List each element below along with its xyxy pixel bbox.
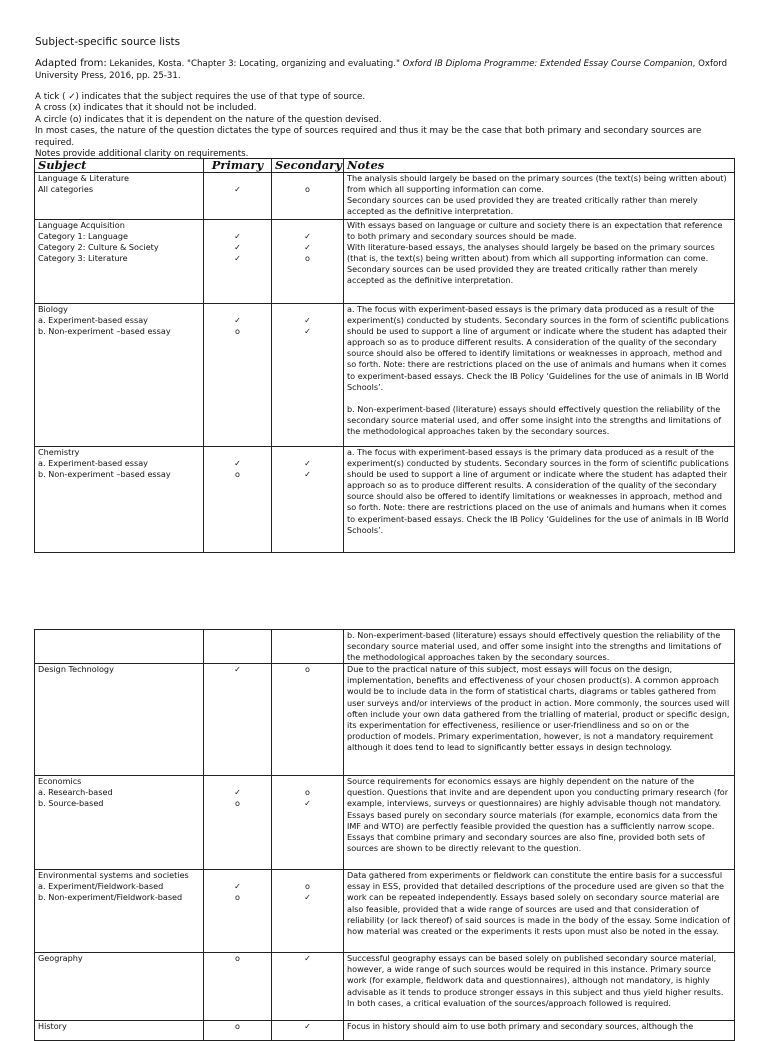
source-mark: o [235, 892, 240, 903]
citation-publisher: , Oxford University Press, 2016, pp. 25-31. [35, 59, 728, 81]
secondary-cell [272, 953, 344, 1021]
subject-line: Chemistry [38, 447, 80, 457]
source-mark: ✓ [304, 242, 311, 253]
source-mark [275, 220, 340, 231]
subject-line: History [38, 1021, 67, 1032]
note-paragraph: Source requirements for economics essays are highly dependent on the nature of the question. Questions that invite and are dependent upon you conducting primary research (for example, interviews, surveys or questionnaires) are highly advisable though not mandatory. Essays based purely on secondary source materials (for example, economics data from the IMF and WTO) are perfectly feasible provided the question has a sufficiently narrow scope. Essays that combine primary and secondary sources are also fine, provided both sets of sources are shown to be directly relevant to the question. [347, 776, 729, 853]
subject-line: Economics [38, 776, 82, 787]
subject-line: a. Experiment-based essay [38, 458, 148, 469]
source-mark: ✓ [234, 242, 241, 253]
source-mark: ✓ [234, 787, 241, 798]
legend-line: A tick ( ✓) indicates that the subject requires the use of that type of source. [35, 92, 366, 102]
source-mark: ✓ [304, 892, 311, 903]
source-mark [207, 776, 268, 787]
subject-line: b. Non-experiment –based essay [38, 469, 171, 480]
source-mark: o [235, 469, 240, 480]
subject-cell [35, 173, 204, 220]
primary-cell [204, 630, 272, 664]
header-subject: Subject [35, 159, 204, 173]
source-mark: ✓ [234, 231, 241, 242]
table-row [35, 220, 735, 304]
primary-cell [204, 447, 272, 553]
table-row [35, 870, 735, 953]
source-table-part-2 [34, 629, 735, 1041]
source-mark: ✓ [304, 1021, 311, 1032]
subject-line: Category 2: Culture & Society [38, 242, 159, 253]
subject-cell [35, 870, 204, 953]
secondary-cell [272, 776, 344, 870]
source-mark [275, 173, 340, 184]
subject-line: Geography [38, 953, 83, 964]
note-paragraph: Focus in history should aim to use both primary and secondary sources, although the [347, 1021, 694, 1032]
table-row [35, 447, 735, 553]
legend-line: A cross (x) indicates that it should not be included. [35, 103, 257, 114]
source-mark [275, 447, 340, 458]
subject-line: Category 1: Language [38, 231, 128, 242]
secondary-cell [272, 447, 344, 553]
secondary-cell [272, 304, 344, 447]
notes-cell [344, 220, 735, 304]
header-primary: Primary [204, 159, 272, 173]
primary-cell [204, 304, 272, 447]
source-mark: ✓ [234, 458, 241, 469]
note-paragraph: a. The focus with experiment-based essays is the primary data produced as a result of the experiment(s) conducted by students. Secondary sources in the form of scientific publications should be used to support a line of argument or indicate where the student has adapted their approach so as to produce different results. A consideration of the quality of the secondary source should also be offered to identify limitations or weaknesses in approach, method and so forth. Note: there are restrictions placed on the use of animals and humans when it comes to experiment-based essays. Check the IB Policy ‘Guidelines for the use of animals in IB World Schools’. [347, 304, 729, 392]
subject-line: Language & Literature [38, 173, 130, 183]
subject-line: a. Experiment-based essay [38, 315, 148, 326]
source-mark: o [235, 1021, 240, 1032]
source-mark [275, 870, 340, 881]
source-mark: ✓ [304, 469, 311, 480]
notes-cell [344, 953, 735, 1021]
primary-cell [204, 776, 272, 870]
subject-line: Category 3: Literature [38, 253, 128, 264]
secondary-cell [272, 173, 344, 220]
subject-cell [35, 953, 204, 1021]
secondary-cell [272, 870, 344, 953]
note-paragraph: a. The focus with experiment-based essays is the primary data produced as a result of the experiment(s) conducted by students. Secondary sources in the form of scientific publications should be used to support a line of argument or indicate where the student has adapted their approach so as to produce different results. A consideration of the quality of the secondary source should also be offered to identify limitations or weaknesses in approach, method and so forth. Note: there are restrictions placed on the use of animals and humans when it comes to experiment-based essays. Check the IB Policy ‘Guidelines for the use of animals in IB World Schools’. [347, 447, 729, 535]
subject-line: All categories [38, 184, 94, 195]
source-mark: o [305, 881, 310, 892]
subject-line: a. Research-based [38, 787, 113, 798]
source-mark [207, 220, 268, 231]
source-table-part-1 [34, 158, 735, 553]
source-mark [275, 304, 340, 315]
document-header [35, 36, 735, 160]
subject-cell [35, 630, 204, 664]
subject-line: Environmental systems and societies [38, 870, 189, 881]
source-mark: ✓ [234, 184, 241, 195]
subject-cell [35, 776, 204, 870]
source-mark: o [235, 798, 240, 809]
table-row [35, 776, 735, 870]
legend-line: A circle (o) indicates that it is dependent on the nature of the question devised. [35, 114, 382, 125]
source-mark: ✓ [304, 953, 311, 964]
subject-cell [35, 304, 204, 447]
table-row [35, 304, 735, 447]
legend-line: Notes provide additional clarity on requirements. [35, 149, 249, 160]
source-mark [207, 447, 268, 458]
source-mark: ✓ [304, 315, 311, 326]
notes-cell [344, 304, 735, 447]
note-paragraph: Due to the practical nature of this subject, most essays will focus on the design, implementation, benefits and effectiveness of your chosen product(s). A common approach would be to include data in the form of statistical charts, diagrams or tables gathered from user surveys and/or interviews of the product in action. More commonly, the sources used will often include your own data gathered from the trialling of material, product or specific design, its experimentation for effectiveness, resilience or user-friendliness and so on or the production of models. Primary experimentation, however, is not a mandatory requirement although it does tend to lead to significantly better essays in design technology. [347, 664, 730, 752]
subject-line: b. Non-experiment –based essay [38, 326, 171, 337]
table-body [35, 173, 735, 553]
subject-line: b. Non-experiment/Fieldwork-based [38, 892, 183, 903]
subject-cell [35, 447, 204, 553]
primary-cell [204, 220, 272, 304]
note-paragraph: Secondary sources can be used provided they are treated critically rather than merely accepted as the definitive interpretation. [347, 264, 698, 286]
note-paragraph: With literature-based essays, the analyses should largely be based on the primary sources (that is, the text(s) being written about) from which all supporting information can come. [347, 242, 715, 264]
source-mark: o [305, 253, 310, 264]
source-mark: o [305, 184, 310, 195]
source-mark: ✓ [304, 326, 311, 337]
subject-cell [35, 664, 204, 776]
source-mark: ✓ [304, 231, 311, 242]
table-header-row [35, 159, 735, 173]
primary-cell [204, 173, 272, 220]
source-mark [207, 304, 268, 315]
secondary-cell [272, 664, 344, 776]
citation-authors: Lekanides, Kosta. "Chapter 3: Locating, organizing and evaluating." [109, 59, 400, 69]
subject-cell [35, 220, 204, 304]
header-secondary: Secondary [272, 159, 344, 173]
note-paragraph: With essays based on language or culture and society there is an expectation that reference to both primary and secondary sources should be made. [347, 220, 723, 242]
source-mark: o [305, 787, 310, 798]
source-mark: o [235, 953, 240, 964]
source-mark: o [305, 664, 310, 675]
subject-line: Language Acquisition [38, 220, 125, 230]
source-mark [275, 776, 340, 787]
note-paragraph: b. Non-experiment-based (literature) essays should effectively question the reliability of the secondary source material used, and offer some insight into the strengths and limitations of the methodological approaches taken by the secondary sources. [347, 630, 722, 663]
primary-cell [204, 870, 272, 953]
primary-cell [204, 664, 272, 776]
table-row [35, 630, 735, 664]
source-mark [207, 870, 268, 881]
note-paragraph: Data gathered from experiments or fieldwork can constitute the entire basis for a successful essay in ESS, provided that detailed descriptions of the procedure used are given so that the work can be repeated independently. Essays based solely on secondary source material are also feasible, provided that a wide range of sources are used and that consideration of reliability (or lack thereof) of said sources is made in the body of the essay. Some indication of how material was created or the experiments it rests upon must also be noted in the essay. [347, 870, 730, 936]
subject-line: a. Experiment/Fieldwork-based [38, 881, 164, 892]
notes-cell [344, 776, 735, 870]
source-mark: ✓ [234, 664, 241, 675]
note-paragraph: b. Non-experiment-based (literature) essays should effectively question the reliability of the secondary source material used, and offer some insight into the strengths and limitations of the methodological approaches taken by the secondary sources. [347, 403, 722, 436]
source-mark: ✓ [234, 315, 241, 326]
header-notes: Notes [344, 159, 735, 173]
source-mark: ✓ [304, 458, 311, 469]
notes-cell [344, 664, 735, 776]
subject-line: Biology [38, 304, 68, 314]
table-row [35, 664, 735, 776]
page-title: Subject-specific source lists [35, 36, 181, 48]
citation-book: Oxford IB Diploma Programme: Extended Essay Course Companion [402, 59, 693, 69]
legend-line: In most cases, the nature of the question dictates the type of sources required and thus it may be the case that both primary and secondary sources are required. [35, 126, 702, 148]
subject-line: Design Technology [38, 664, 114, 675]
table-row [35, 173, 735, 220]
table-body [35, 630, 735, 1041]
note-paragraph: The analysis should largely be based on the primary sources (the text(s) being written about) from which all supporting information can come. [347, 173, 727, 195]
notes-cell [344, 870, 735, 953]
source-mark: ✓ [304, 798, 311, 809]
secondary-cell [272, 630, 344, 664]
subject-line: b. Source-based [38, 798, 104, 809]
source-mark: ✓ [234, 253, 241, 264]
secondary-cell [272, 220, 344, 304]
source-mark: o [235, 326, 240, 337]
legend [35, 92, 735, 160]
citation-label: Adapted from: [35, 58, 107, 69]
citation [35, 58, 735, 82]
note-paragraph: Successful geography essays can be based solely on published secondary source material, however, a wide range of such sources would be required in this instance. Primary source work (for example, fieldwork data and questionnaires), although not mandatory, is highly advisable as it tends to produce stronger essays in this subject and thus yield higher results. In both cases, a critical evaluation of the sources/approach followed is required. [347, 953, 724, 1008]
table-row [35, 953, 735, 1021]
note-paragraph: Secondary sources can be used provided they are treated critically rather than merely accepted as the definitive interpretation. [347, 195, 698, 217]
source-mark [207, 173, 268, 184]
notes-cell [344, 447, 735, 553]
notes-cell [344, 173, 735, 220]
primary-cell [204, 953, 272, 1021]
source-mark: ✓ [234, 881, 241, 892]
notes-cell [344, 630, 735, 664]
